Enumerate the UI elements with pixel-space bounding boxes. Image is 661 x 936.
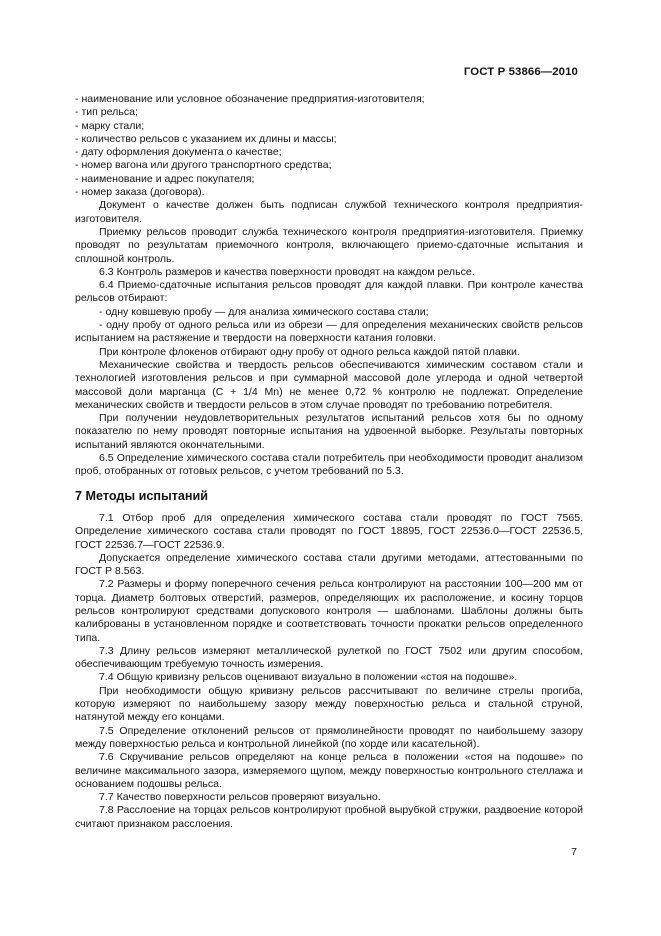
list-item: - марку стали;: [75, 119, 145, 132]
list-item: - наименование или условное обозначение предприятия-изготовителя;: [75, 93, 425, 105]
clause-7-3: 7.3 Длину рельсов измеряют металлической рулеткой по ГОСТ 7502 или другим способом, обеспечивающим требуемую точность измерения.: [75, 644, 583, 671]
document-body: [75, 93, 583, 831]
clause-7-7: 7.7 Качество поверхности рельсов проверяют визуально.: [99, 791, 381, 804]
clause-7-1-note: Допускается определение химического состава стали другими методами, аттестованными по ГОСТ Р 8.563.: [75, 551, 583, 578]
clause-7-5: 7.5 Определение отклонений рельсов от прямолинейности проводят по наибольшему зазору между поверхностью рельса и контрольной линейкой (по хорде или касательной).: [75, 724, 583, 750]
paragraph-acceptance: Приемку рельсов проводит служба технического контроля предприятия-изготовителя. Приемку проводят по результатам приемочного контроля, включающего приемо-сдаточные испытания и сплошной контроль.: [75, 225, 583, 265]
list-item: - дату оформления документа о качестве;: [75, 146, 282, 159]
section-7-heading: 7 Методы испытаний: [75, 488, 208, 503]
list-item: - количество рельсов с указанием их длины и массы;: [75, 132, 337, 145]
clause-7-6: 7.6 Скручивание рельсов определяют на конце рельса в положении «стоя на подошве» по величине максимального зазора, измеряемого щупом, между поверхностью контрольного стеллажа и основанием подошвы рельса.: [75, 751, 583, 790]
page-number: 7: [571, 846, 577, 858]
clause-6-3: 6.3 Контроль размеров и качества поверхности проводят на каждом рельсе.: [99, 265, 475, 278]
standard-header: ГОСТ Р 53866—2010: [463, 66, 578, 78]
paragraph-signature: Документ о качестве должен быть подписан службой технического контроля предприятия-изготовителя.: [75, 199, 583, 225]
list-item: - номер вагона или другого транспортного средства;: [75, 159, 332, 172]
paragraph-retest: При получении неудовлетворительных результатов испытаний рельсов хотя бы по одному показателю по нему проводят повторные испытания на удвоенной выборке. Результаты повторных испытаний являются окончательными.: [75, 412, 583, 451]
paragraph-mechanical: Механические свойства и твердость рельсов обеспечиваются химическим составом стали и технологией изготовления рельсов и при суммарной массовой доле углерода и одной четвертой массовой доли марганца (С + 1/4 Mn) не менее 0,72 % контролю не подлежат. Определение механических свойств и твердости рельсов в этом случае проводят по требованию потребителя.: [75, 358, 583, 411]
clause-7-4-note: При необходимости общую кривизну рельсов рассчитывают по величине стрелы прогиба, которую измеряют по наибольшему зазору между поверхностью рельса и стальной струной, натянутой между его концами.: [75, 684, 583, 724]
list-item: - одну пробу от одного рельса или из обрези — для определения механических свойств рельсов испытанием на растяжение и твердости на поверхности катания головки.: [75, 319, 583, 345]
clause-7-8: 7.8 Расслоение на торцах рельсов контролируют пробной вырубкой стружки, раздвоение которой считают признаком расслоения.: [75, 804, 583, 830]
list-item: - тип рельса;: [75, 106, 138, 119]
list-item: - одну ковшевую пробу — для анализа химического состава стали;: [99, 305, 429, 318]
paragraph-flakes: При контроле флокенов отбирают одну пробу от одного рельса каждой пятой плавки.: [99, 345, 520, 358]
clause-7-4: 7.4 Общую кривизну рельсов оценивают визуально в положении «стоя на подошве».: [99, 671, 518, 684]
clause-7-1: 7.1 Отбор проб для определения химического состава стали проводят по ГОСТ 7565. Определение химического состава стали проводят по ГОСТ 18895, ГОСТ 22536.0—ГОСТ 22536.5, ГОСТ 22536.7—ГОСТ 22536.9.: [75, 511, 583, 551]
clause-6-5: 6.5 Определение химического состава стали потребитель при необходимости проводит анализом проб, отобранных от готовых рельсов, с учетом требований по 5.3.: [75, 452, 583, 478]
list-item: - наименование и адрес покупателя;: [75, 172, 255, 185]
clause-7-2: 7.2 Размеры и форму поперечного сечения рельса контролируют на расстоянии 100—200 мм от торца. Диаметр болтовых отверстий, размеров, определяющих их расположение, и косину торцов рельсов контролируют средствами допускового контроля — шаблонами. Шаблоны должны быть калиброваны в установленном порядке и соответствовать точности прокатки рельсов определенного типа.: [75, 578, 583, 644]
clause-6-4: 6.4 Приемо-сдаточные испытания рельсов проводят для каждой плавки. При контроле качества рельсов отбирают:: [75, 279, 583, 305]
list-item: - номер заказа (договора).: [75, 186, 205, 199]
